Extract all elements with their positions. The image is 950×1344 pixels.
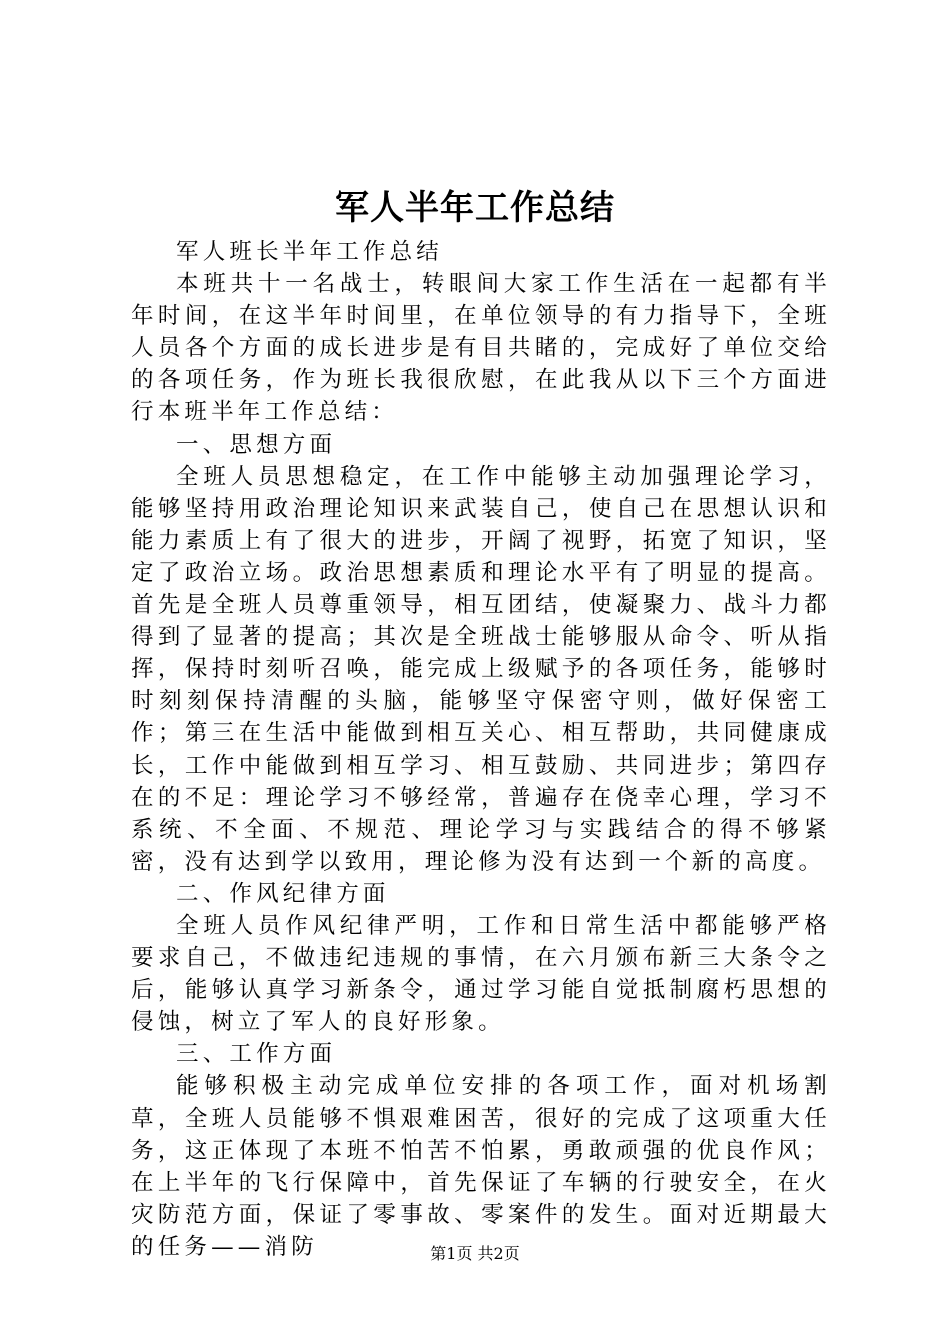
paragraph-thought: 全班人员思想稳定，在工作中能够主动加强理论学习，能够坚持用政治理论知识来武装自己，使自己在思想认识和能力素质上有了很大的进步，开阔了视野，拓宽了知识，坚定了政治立场。政治思想素质和理论水平有了明显的提高。首先是全班人员尊重领导，相互团结，使凝聚力、战斗力都得到了显著的提高；其次是全班战士能够服从命令、听从指挥，保持时刻听召唤，能完成上级赋予的各项任务，能够时时刻刻保持清醒的头脑，能够坚守保密守则，做好保密工作；第三在生活中能做到相互关心、相互帮助，共同健康成长，工作中能做到相互学习、相互鼓励、共同进步；第四存在的不足：理论学习不够经常，普遍存在侥幸心理，学习不系统、不全面、不规范、理论学习与实践结合的得不够紧密，没有达到学以致用，理论修为没有达到一个新的高度。 <box>131 463 831 875</box>
section-heading-discipline: 二、作风纪律方面 <box>176 880 390 907</box>
document-title: 军人半年工作总结 <box>335 188 615 228</box>
paragraph-intro: 本班共十一名战士，转眼间大家工作生活在一起都有半年时间，在这半年时间里，在单位领导的有力指导下，全班人员各个方面的成长进步是有目共睹的，完成好了单位交给的各项任务，作为班长我很欣慰，在此我从以下三个方面进行本班半年工作总结： <box>131 271 831 426</box>
section-heading-thought: 一、思想方面 <box>176 431 337 458</box>
section-heading-work: 三、工作方面 <box>176 1041 337 1068</box>
paragraph-work: 能够积极主动完成单位安排的各项工作，面对机场割草，全班人员能够不惧艰难困苦，很好的完成了这项重大任务，这正体现了本班不怕苦不怕累，勇敢顽强的优良作风；在上半年的飞行保障中，首先保证了车辆的行驶安全，在火灾防范方面，保证了零事故、零案件的发生。面对近期最大的任务——消防 <box>131 1073 831 1260</box>
document-subtitle: 军人班长半年工作总结 <box>176 239 444 265</box>
document-body <box>131 236 831 1263</box>
paragraph-discipline: 全班人员作风纪律严明，工作和日常生活中都能够严格要求自己，不做违纪违规的事情，在六月颁布新三大条令之后，能够认真学习新条令，通过学习能自觉抵制腐朽思想的侵蚀，树立了军人的良好形象。 <box>131 912 831 1036</box>
page-number-footer: 第1页 共2页 <box>430 1244 520 1263</box>
